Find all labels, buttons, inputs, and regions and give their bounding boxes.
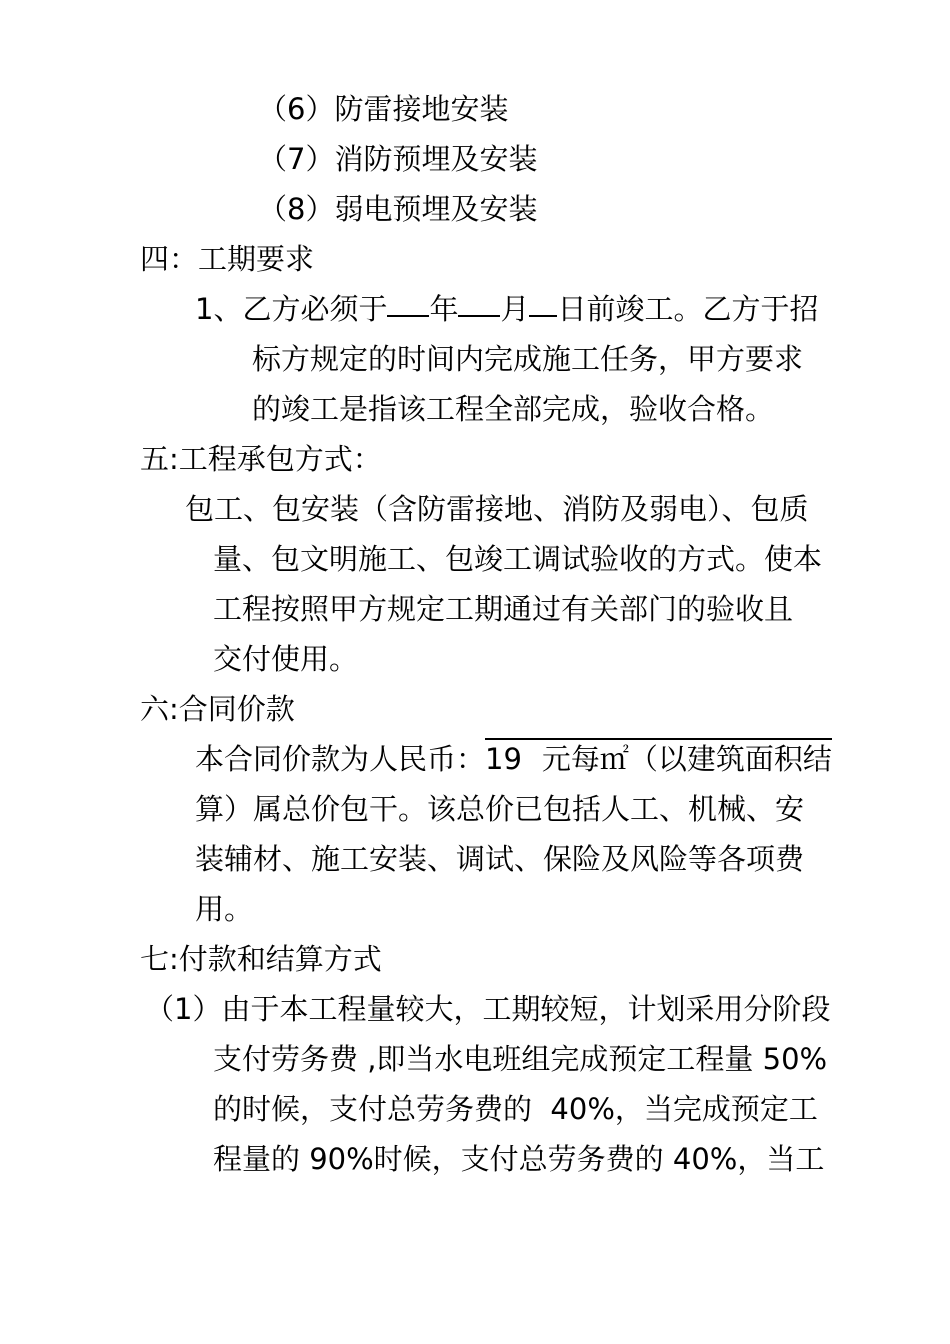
payment-paragraph-line: 的时候，支付总劳务费的 40%，当完成预定工 bbox=[213, 1092, 818, 1126]
text-span: 月 bbox=[500, 292, 530, 326]
schedule-paragraph-line bbox=[195, 292, 819, 326]
price-unit-text: 元每㎡（以建筑面积结 bbox=[541, 742, 832, 776]
contract-mode-paragraph-line: 量、包文明施工、包竣工调试验收的方式。使本 bbox=[213, 542, 823, 576]
text-span: 本合同价款为人民币： bbox=[195, 742, 486, 776]
payment-paragraph-line: 程量的 90%时候，支付总劳务费的 40%，当工 bbox=[213, 1142, 825, 1176]
schedule-paragraph-line: 标方规定的时间内完成施工任务，甲方要求 bbox=[252, 342, 804, 376]
list-item-fire: （7）消防预埋及安装 bbox=[258, 142, 538, 176]
price-paragraph-line: 算）属总价包干。该总价已包括人工、机械、安 bbox=[195, 792, 805, 826]
contract-mode-paragraph-line: 包工、包安装（含防雷接地、消防及弱电）、包质 bbox=[185, 492, 809, 526]
section-heading-payment: 七:付款和结算方式 bbox=[140, 942, 382, 976]
list-item-weak-current: （8）弱电预埋及安装 bbox=[258, 192, 538, 226]
section-heading-price: 六:合同价款 bbox=[140, 692, 295, 726]
price-paragraph-line: 装辅材、施工安装、调试、保险及风险等各项费 bbox=[195, 842, 805, 876]
price-paragraph-line: 用。 bbox=[195, 892, 254, 926]
contract-mode-paragraph-line: 工程按照甲方规定工期通过有关部门的验收且 bbox=[213, 592, 794, 626]
payment-paragraph-line: 支付劳务费 ,即当水电班组完成预定工程量 50% bbox=[213, 1042, 828, 1076]
price-paragraph-line bbox=[195, 742, 832, 776]
contract-mode-paragraph-line: 交付使用。 bbox=[213, 642, 359, 676]
list-item-lightning: （6）防雷接地安装 bbox=[258, 92, 509, 126]
section-heading-contract-mode: 五:工程承包方式： bbox=[140, 442, 382, 476]
schedule-paragraph-line: 的竣工是指该工程全部完成，验收合格。 bbox=[252, 392, 775, 426]
text-span: 年 bbox=[429, 292, 459, 326]
section-heading-schedule: 四：工期要求 bbox=[140, 242, 315, 276]
text-span: 日前竣工。乙方于招 bbox=[557, 292, 819, 326]
text-span: 1、乙方必须于 bbox=[195, 292, 388, 326]
price-value: 19 bbox=[485, 742, 542, 776]
payment-paragraph-line: （1）由于本工程量较大，工期较短，计划采用分阶段 bbox=[145, 992, 831, 1026]
